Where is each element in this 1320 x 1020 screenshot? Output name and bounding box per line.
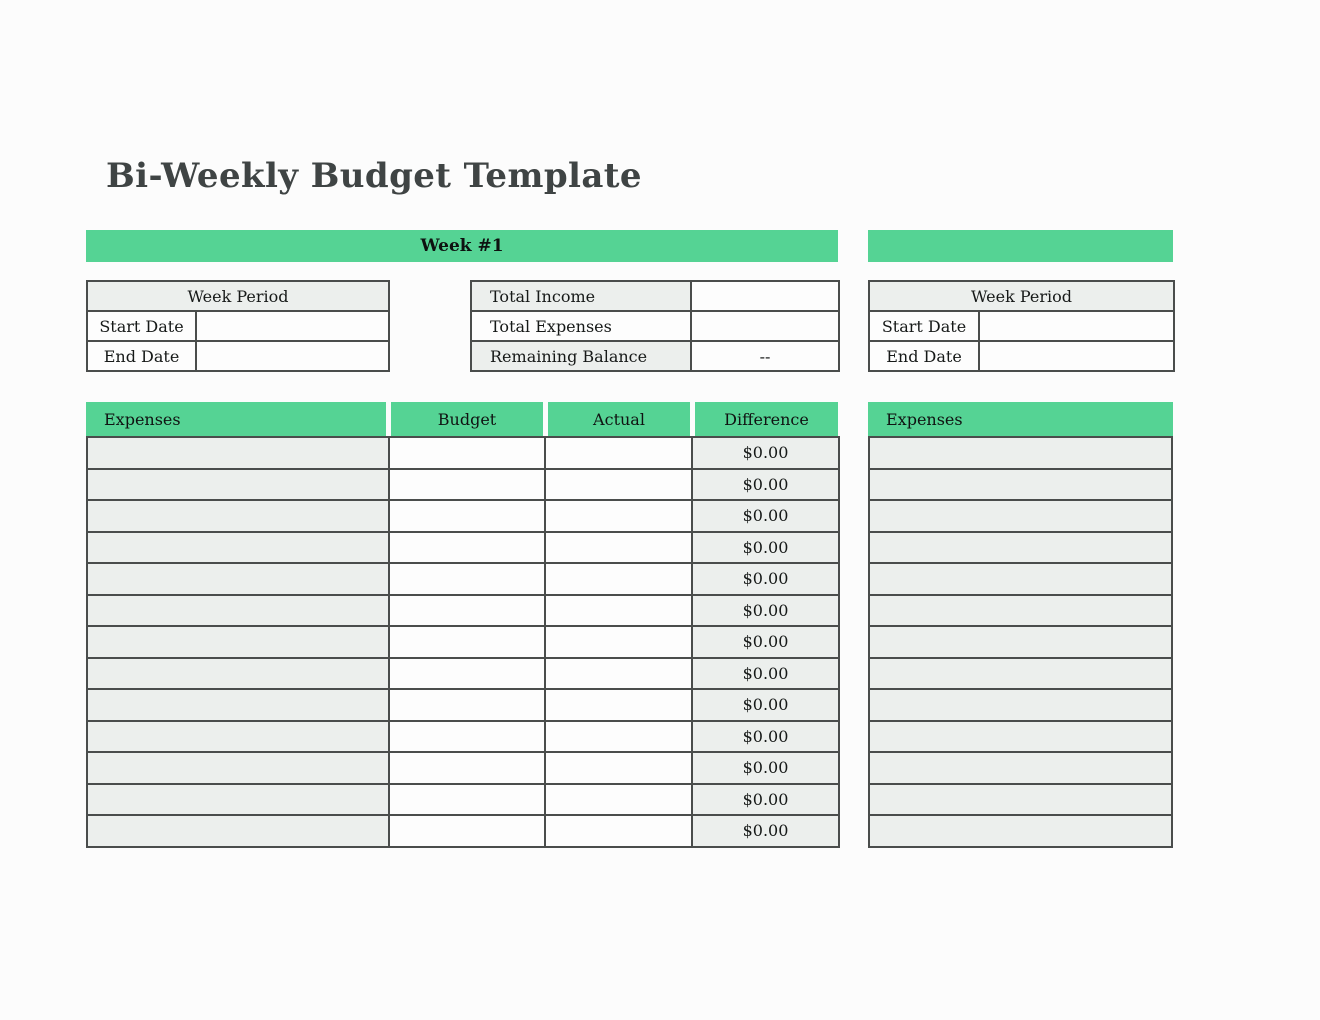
expense-row bbox=[87, 563, 839, 595]
budget-column-header: Budget bbox=[391, 402, 543, 436]
expense-name-cell[interactable] bbox=[87, 469, 389, 501]
week-period-header: Week Period bbox=[87, 281, 389, 311]
difference-cell: $0.00 bbox=[692, 563, 839, 595]
budget-cell[interactable] bbox=[389, 752, 545, 784]
expense-row bbox=[87, 626, 839, 658]
expense-name-cell[interactable] bbox=[869, 626, 1172, 658]
expense-row bbox=[87, 532, 839, 564]
budget-cell[interactable] bbox=[389, 437, 545, 469]
expense-row bbox=[869, 500, 1172, 532]
week-period-header: Week Period bbox=[869, 281, 1174, 311]
start-date-label: Start Date bbox=[869, 311, 979, 341]
expense-row bbox=[869, 595, 1172, 627]
remaining-balance-label: Remaining Balance bbox=[471, 341, 691, 371]
difference-cell: $0.00 bbox=[692, 532, 839, 564]
expenses-table-right bbox=[868, 436, 1173, 848]
actual-cell[interactable] bbox=[545, 437, 692, 469]
expense-row bbox=[869, 563, 1172, 595]
budget-cell[interactable] bbox=[389, 500, 545, 532]
page-title: Bi-Weekly Budget Template bbox=[106, 156, 642, 196]
remaining-balance-value-cell: -- bbox=[691, 341, 839, 371]
end-date-label: End Date bbox=[869, 341, 979, 371]
expense-name-cell[interactable] bbox=[87, 626, 389, 658]
expense-name-cell[interactable] bbox=[869, 500, 1172, 532]
expense-name-cell[interactable] bbox=[869, 721, 1172, 753]
expense-row bbox=[87, 500, 839, 532]
expenses-table-header bbox=[86, 402, 838, 436]
expense-name-cell[interactable] bbox=[87, 532, 389, 564]
expense-row bbox=[87, 815, 839, 847]
expense-name-cell[interactable] bbox=[87, 595, 389, 627]
actual-cell[interactable] bbox=[545, 658, 692, 690]
expenses-column-header-right: Expenses bbox=[868, 402, 1173, 436]
difference-cell: $0.00 bbox=[692, 469, 839, 501]
total-expenses-label: Total Expenses bbox=[471, 311, 691, 341]
budget-cell[interactable] bbox=[389, 469, 545, 501]
actual-cell[interactable] bbox=[545, 532, 692, 564]
total-income-value-cell[interactable] bbox=[691, 281, 839, 311]
expense-row bbox=[869, 532, 1172, 564]
start-date-label: Start Date bbox=[87, 311, 196, 341]
total-income-label: Total Income bbox=[471, 281, 691, 311]
budget-cell[interactable] bbox=[389, 532, 545, 564]
week-period-table-right bbox=[868, 280, 1175, 372]
difference-cell: $0.00 bbox=[692, 658, 839, 690]
budget-cell[interactable] bbox=[389, 595, 545, 627]
actual-cell[interactable] bbox=[545, 626, 692, 658]
budget-cell[interactable] bbox=[389, 784, 545, 816]
expense-name-cell[interactable] bbox=[87, 500, 389, 532]
expense-name-cell[interactable] bbox=[869, 469, 1172, 501]
actual-cell[interactable] bbox=[545, 500, 692, 532]
expense-row bbox=[87, 437, 839, 469]
difference-cell: $0.00 bbox=[692, 500, 839, 532]
budget-cell[interactable] bbox=[389, 563, 545, 595]
expense-name-cell[interactable] bbox=[87, 815, 389, 847]
actual-cell[interactable] bbox=[545, 784, 692, 816]
difference-cell: $0.00 bbox=[692, 595, 839, 627]
expense-name-cell[interactable] bbox=[87, 721, 389, 753]
difference-cell: $0.00 bbox=[692, 784, 839, 816]
difference-cell: $0.00 bbox=[692, 721, 839, 753]
total-expenses-value-cell[interactable] bbox=[691, 311, 839, 341]
actual-column-header: Actual bbox=[548, 402, 690, 436]
difference-cell: $0.00 bbox=[692, 689, 839, 721]
difference-cell: $0.00 bbox=[692, 626, 839, 658]
expense-row bbox=[869, 752, 1172, 784]
end-date-value-cell[interactable] bbox=[979, 341, 1174, 371]
actual-cell[interactable] bbox=[545, 689, 692, 721]
expense-row bbox=[87, 595, 839, 627]
expense-row bbox=[869, 658, 1172, 690]
week2-banner bbox=[868, 230, 1173, 262]
start-date-value-cell[interactable] bbox=[979, 311, 1174, 341]
expense-name-cell[interactable] bbox=[869, 563, 1172, 595]
expense-name-cell[interactable] bbox=[87, 784, 389, 816]
expense-row bbox=[869, 721, 1172, 753]
expense-row bbox=[869, 437, 1172, 469]
actual-cell[interactable] bbox=[545, 469, 692, 501]
actual-cell[interactable] bbox=[545, 752, 692, 784]
week1-banner bbox=[86, 230, 838, 262]
expense-row bbox=[869, 626, 1172, 658]
expense-name-cell[interactable] bbox=[869, 689, 1172, 721]
expense-name-cell[interactable] bbox=[869, 815, 1172, 847]
end-date-value-cell[interactable] bbox=[196, 341, 389, 371]
expense-name-cell[interactable] bbox=[869, 595, 1172, 627]
expense-name-cell[interactable] bbox=[869, 437, 1172, 469]
expense-row bbox=[869, 689, 1172, 721]
week1-banner-label: Week #1 bbox=[420, 236, 504, 256]
actual-cell[interactable] bbox=[545, 721, 692, 753]
expense-row bbox=[87, 469, 839, 501]
expenses-table bbox=[86, 436, 840, 848]
expenses-column-header: Expenses bbox=[86, 402, 386, 436]
actual-cell[interactable] bbox=[545, 563, 692, 595]
expense-row bbox=[869, 784, 1172, 816]
expense-row bbox=[87, 721, 839, 753]
expense-row bbox=[87, 689, 839, 721]
budget-cell[interactable] bbox=[389, 626, 545, 658]
expense-name-cell[interactable] bbox=[87, 437, 389, 469]
start-date-value-cell[interactable] bbox=[196, 311, 389, 341]
expense-name-cell[interactable] bbox=[869, 658, 1172, 690]
expense-name-cell[interactable] bbox=[869, 784, 1172, 816]
expense-name-cell[interactable] bbox=[87, 689, 389, 721]
week-period-table-left bbox=[86, 280, 390, 372]
expense-name-cell[interactable] bbox=[869, 752, 1172, 784]
budget-cell[interactable] bbox=[389, 721, 545, 753]
end-date-label: End Date bbox=[87, 341, 196, 371]
budget-cell[interactable] bbox=[389, 689, 545, 721]
difference-cell: $0.00 bbox=[692, 437, 839, 469]
expense-name-cell[interactable] bbox=[87, 752, 389, 784]
expense-name-cell[interactable] bbox=[869, 532, 1172, 564]
budget-cell[interactable] bbox=[389, 658, 545, 690]
budget-cell[interactable] bbox=[389, 815, 545, 847]
difference-column-header: Difference bbox=[695, 402, 838, 436]
expense-name-cell[interactable] bbox=[87, 658, 389, 690]
expense-name-cell[interactable] bbox=[87, 563, 389, 595]
expense-row bbox=[87, 752, 839, 784]
expense-row bbox=[869, 815, 1172, 847]
actual-cell[interactable] bbox=[545, 595, 692, 627]
expense-row bbox=[869, 469, 1172, 501]
difference-cell: $0.00 bbox=[692, 752, 839, 784]
difference-cell: $0.00 bbox=[692, 815, 839, 847]
summary-table bbox=[470, 280, 840, 372]
actual-cell[interactable] bbox=[545, 815, 692, 847]
expense-row bbox=[87, 658, 839, 690]
expense-row bbox=[87, 784, 839, 816]
